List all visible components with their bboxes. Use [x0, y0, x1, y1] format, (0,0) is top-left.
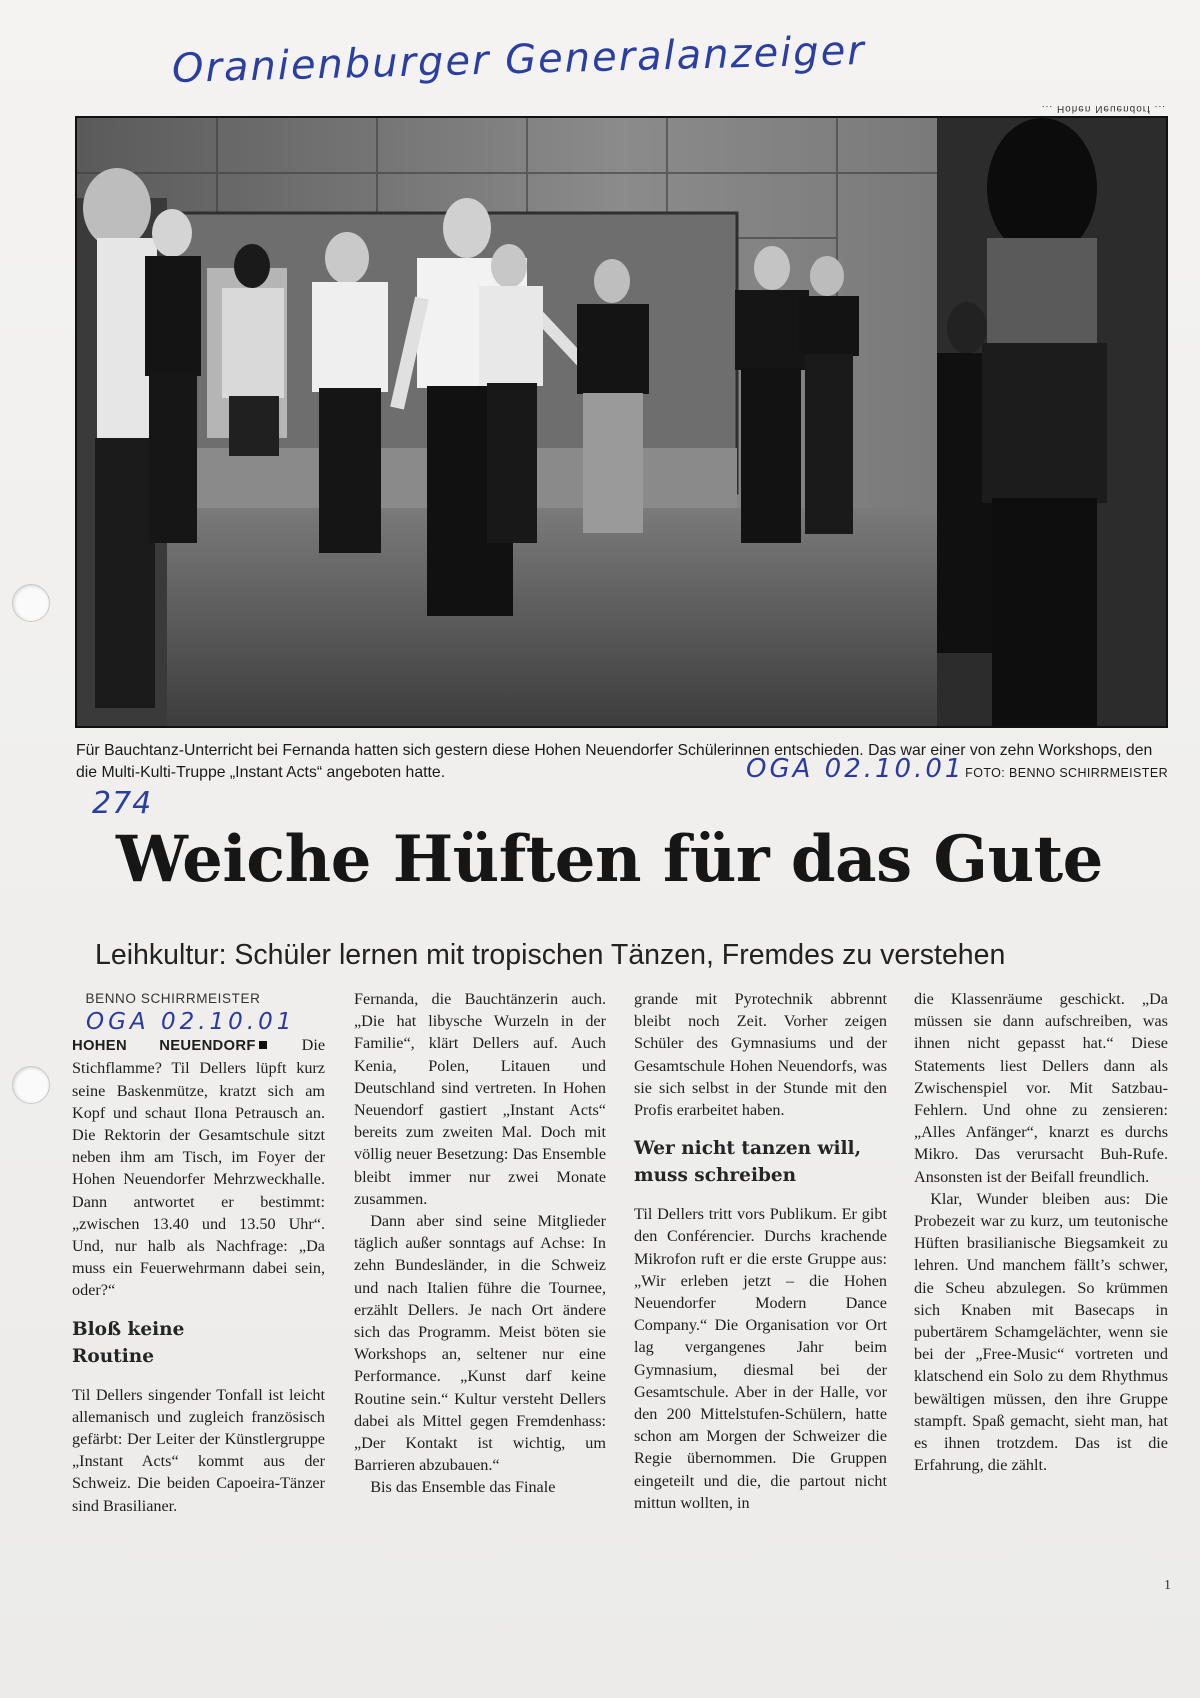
article-subheading: Bloß keine Routine [72, 1318, 185, 1367]
article-author: BENNO SCHIRRMEISTER [85, 991, 261, 1006]
article-paragraph: HOHEN NEUENDORF Die Stichflamme? Til Dellers lüpft kurz seine Baskenmütze, kratzt sich am Kopf und schaut Ilona Petrausch an. Die Rektorin der Gesamtschule sitzt neben ihm am Tisch, im Foyer der Hohen Neuendorfer Mehrzweckhalle. Dann antwortet er bestimmt: „zwischen 13.40 und 13.50 Uhr“. Und, nur halb als Nachfrage: „Da muss ein Feuerwehrmann dabei sein, oder?“ [72, 1036, 325, 1300]
article-paragraph: Fernanda, die Bauchtänzerin auch. „Die hat libysche Wurzeln in der Familie“, klärt Dellers auf. Auch Kenia, Polen, Litauen und Deutschland sind vertreten. In Hohen Neuendorf gastiert „Instant Acts“ bereits zum zweiten Mal. Doch mit völlig neuer Besetzung: Das Ensemble bleibt immer nur zwei Monate zusammen. [354, 990, 606, 1208]
photo-illustration [77, 118, 1166, 726]
article-paragraph: Til Dellers tritt vors Publikum. Er gibt den Conférencier. Durchs krachende Mikrofon ruft er die erste Gruppe aus: „Wir erleben jetzt – die Hohen Neuendorfer Modern Dance Company.“ Die Organisation vor Ort lag vergangenes Jahr beim Gymnasium, diesmal bei der Gesamtschule. Aber in der Halle, vor den 200 Mittelstufen-Schülern, hatte schon am Morgen der Schweizer die Regie übernommen. Die Gruppen eingeteilt und die, die partout nicht mittun wollten, in [634, 1205, 887, 1512]
article-column-3 [634, 988, 887, 1514]
punch-hole [12, 584, 50, 622]
article-paragraph: grande mit Pyrotechnik abbrennt bleibt noch Zeit. Vorher zeigen Schüler des Gymnasiums und der Gesamtschule Hohen Neuendorfs, was sie sich selbst in der Stunde mit den Profis erarbeitet haben. [634, 990, 887, 1120]
photo-credit: FOTO: BENNO SCHIRRMEISTER [965, 766, 1168, 780]
article-column-4 [914, 988, 1168, 1476]
article-paragraph: Til Dellers singender Tonfall ist leicht allemanisch und zugleich französisch gefärbt: Der Leiter der Künstlergruppe „Instant Acts“ kommt aus der Schweiz. Die beiden Capoeira-Tänzer sind Brasilianer. [72, 1385, 325, 1515]
article-column-2 [354, 988, 606, 1499]
article-paragraph: Bis das Ensemble das Finale [370, 1478, 556, 1497]
article-paragraph: die Klassenräume geschickt. „Da müssen sie dann aufschreiben, was ihnen nicht gepasst hat.“ Diese Statements liest Dellers dann als Zwischenspiel vor. Mit Satzbau-Fehlern. Und ohne zu zensieren: „Alles Anfänger“, knarzt es durchs Mikro. Das verursacht Buh-Rufe. Ansonsten ist der Beifall freundlich. [914, 990, 1168, 1186]
clipped-header-strip: ... Hohen Neuendorf ... [1041, 103, 1166, 114]
article-paragraph: Klar, Wunder bleiben aus: Die Probezeit war zu kurz, um teutonische Hüften brasilianische Biegsamkeit zu lehren. Und manchem fällt’s schwer, die Scheu abzulegen. So krümmen sich Knaben mit Basecaps in pubertärem Schamgelächter, wenn sie bei der „Free-Music“ vortreten und klatschend ein Solo zu dem Rhythmus bewältigen müssen, den ihre Gruppe stampft. Spaß gemacht, sieht man, hat es ihnen trotzdem. Das ist die Erfahrung, die zählt. [914, 1189, 1168, 1475]
article-paragraph: Dann aber sind seine Mitglieder täglich außer sonntags auf Achse: In zehn Bundesländer, in die Schweiz und nach Italien führe die Tournee, erzählt Dellers. Je nach Ort ändere sich das Programm. Meist böten sie Workshops an, seltener nur eine Performance. „Kunst darf keine Routine sein.“ Kultur versteht Dellers dabei als Mittel gegen Fremdenhass: „Der Kontakt ist wichtig, um Barrieren abzubauen.“ [354, 1212, 606, 1475]
punch-hole [12, 1066, 50, 1104]
handwritten-byline-date: OGA 02.10.01 [86, 1009, 296, 1036]
margin-mark: 1 [1164, 1578, 1171, 1593]
handwritten-page-number: 274 [92, 786, 153, 821]
handwritten-source-note: Oranienburger Generalanzeiger [171, 27, 867, 92]
caption-text: Für Bauchtanz-Unterricht bei Fernanda hatten sich gestern diese Hohen Neuendorfer Schülerinnen entschieden. Das war einer von zehn Workshops, den die Multi-Kulti-Truppe „Instant Acts“ angeboten hatte. [76, 742, 1153, 781]
handwritten-caption-date: OGA 02.10.01 [746, 754, 965, 784]
article-photo [75, 116, 1168, 728]
article-subheading: Wer nicht tanzen will, muss schreiben [634, 1138, 862, 1187]
dateline-square-icon [259, 1041, 267, 1049]
article-headline: Weiche Hüften für das Gute [116, 822, 1103, 897]
photo-caption [76, 740, 1171, 784]
article-subhead: Leihkultur: Schüler lernen mit tropischen Tänzen, Fremdes zu verstehen [95, 939, 1006, 971]
article-column-1 [72, 988, 325, 1517]
article-dateline: HOHEN NEUENDORF [72, 1038, 256, 1055]
